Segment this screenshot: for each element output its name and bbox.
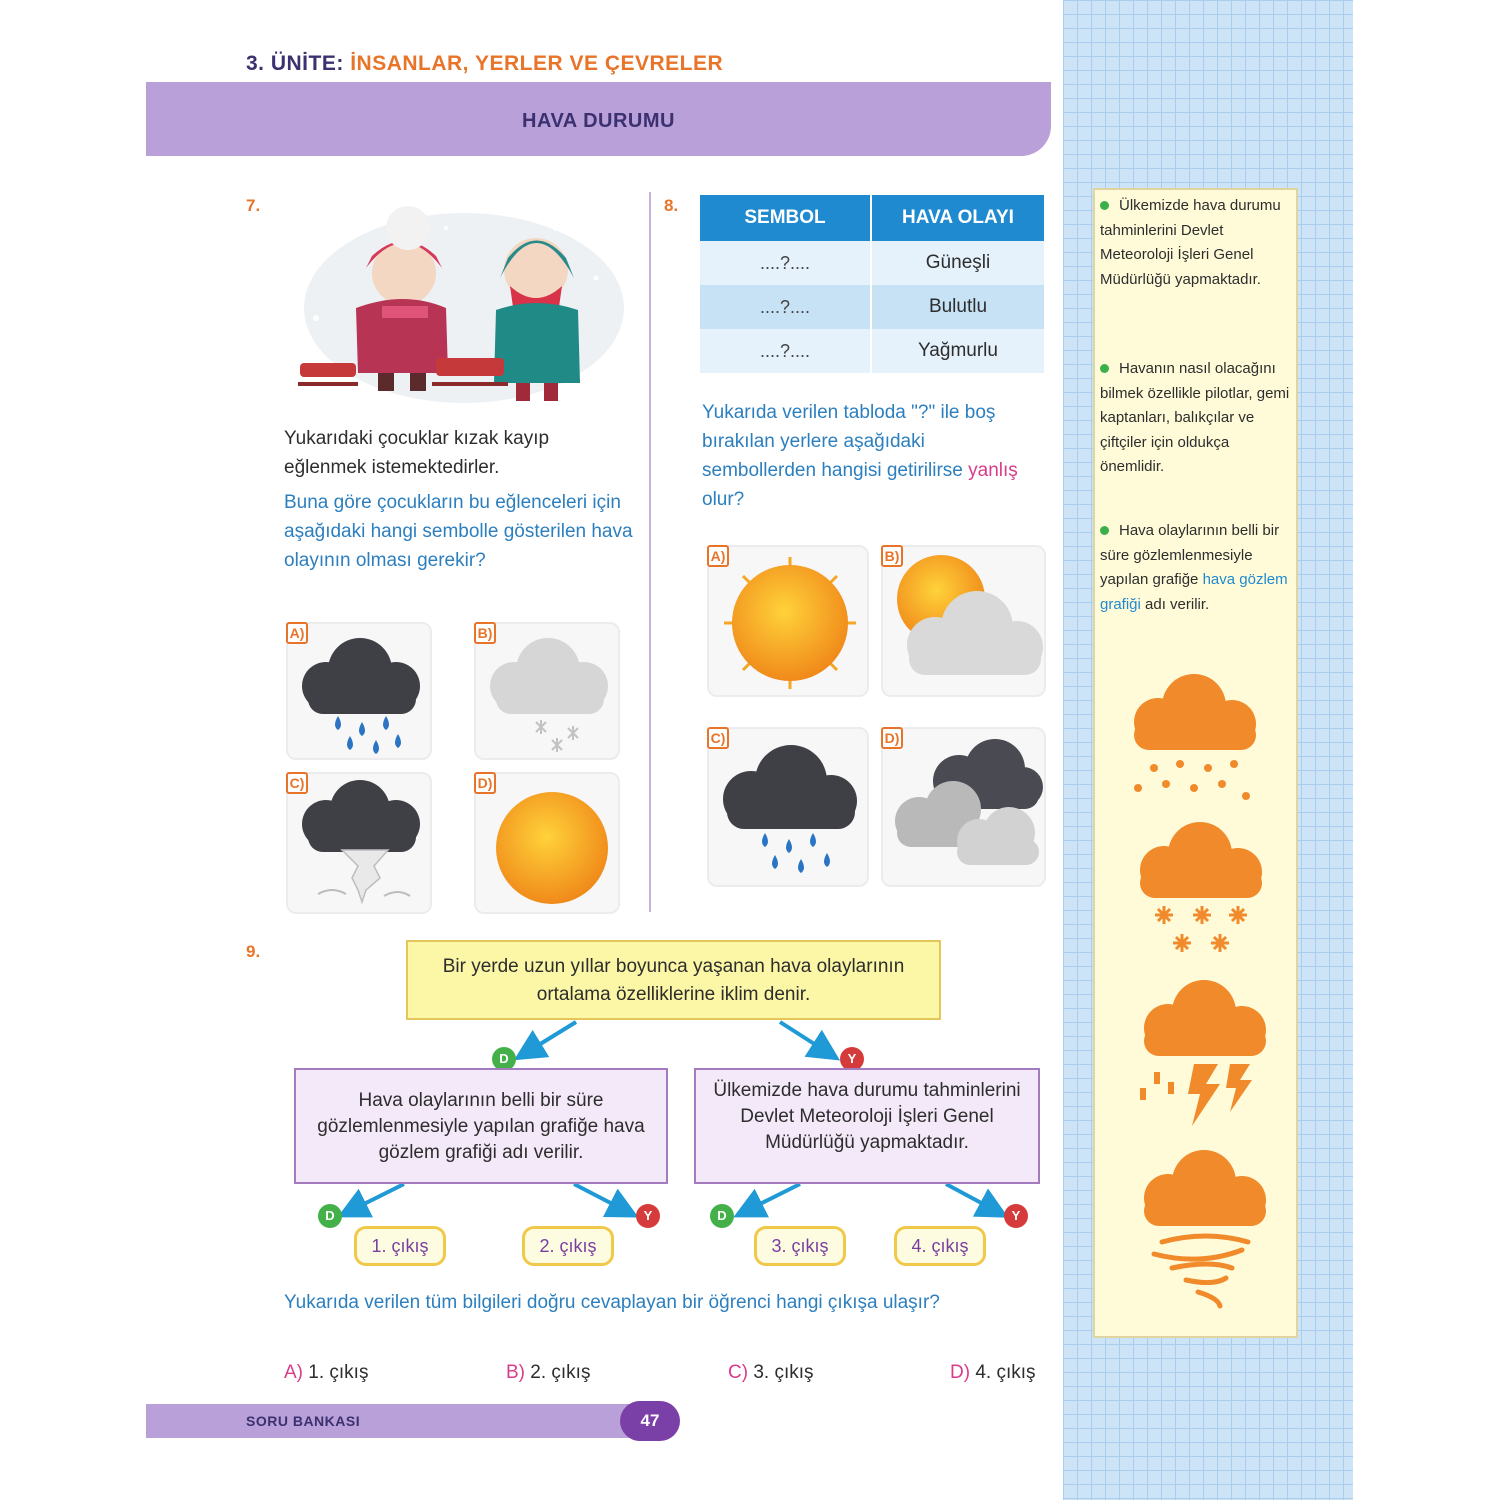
bullet-icon bbox=[1100, 201, 1109, 210]
info-note-text: Ülkemizde hava durumu tahminlerini Devlet Meteoroloji İşleri Genel Müdürlüğü yapmaktadır. bbox=[1100, 197, 1281, 288]
flow-left-statement: Hava olaylarının belli bir süre gözlemlenmesiyle yapılan grafiğe hava gözlem grafiği adı verilir. bbox=[294, 1068, 668, 1184]
option-letter: D) bbox=[474, 772, 496, 794]
false-marker: Y bbox=[1004, 1204, 1028, 1228]
answer-text: 1. çıkış bbox=[308, 1362, 369, 1383]
unit-name: İNSANLAR, YERLER VE ÇEVRELER bbox=[350, 52, 724, 75]
answer-text: 4. çıkış bbox=[975, 1362, 1036, 1383]
snow-cloud-icon bbox=[1130, 822, 1270, 962]
answer-option-c[interactable] bbox=[728, 1362, 814, 1384]
info-note-text: adı verilir. bbox=[1145, 595, 1210, 613]
table-cell-event: Bulutlu bbox=[872, 285, 1044, 329]
tornado-cloud-icon bbox=[1134, 1150, 1274, 1310]
answer-letter: A) bbox=[284, 1362, 303, 1383]
option-letter: B) bbox=[474, 622, 496, 644]
footer-band bbox=[146, 1404, 666, 1438]
option-letter: C) bbox=[707, 727, 729, 749]
exit-2: 2. çıkış bbox=[522, 1226, 614, 1266]
unit-number: 3. ÜNİTE: bbox=[246, 52, 344, 75]
topic-title: HAVA DURUMU bbox=[522, 110, 675, 132]
table-cell-symbol: ....?.... bbox=[700, 241, 872, 285]
hail-cloud-icon bbox=[1124, 672, 1264, 808]
exit-4: 4. çıkış bbox=[894, 1226, 986, 1266]
info-note-1 bbox=[1100, 194, 1290, 292]
question-8-negative-word: yanlış bbox=[968, 460, 1018, 481]
info-note-3 bbox=[1100, 519, 1290, 617]
question-9-number: 9. bbox=[246, 942, 261, 961]
exit-3: 3. çıkış bbox=[754, 1226, 846, 1266]
option-letter: D) bbox=[881, 727, 903, 749]
true-marker: D bbox=[318, 1204, 342, 1228]
false-marker: Y bbox=[636, 1204, 660, 1228]
footer-label: SORU BANKASI bbox=[246, 1413, 361, 1429]
flow-top-statement: Bir yerde uzun yıllar boyunca yaşanan hava olaylarının ortalama özelliklerine iklim denir. bbox=[406, 940, 941, 1020]
answer-option-b[interactable] bbox=[506, 1362, 590, 1384]
info-note-highlight: hava gözlem grafiği bbox=[1100, 571, 1288, 613]
info-note-text: Hava olaylarının belli bir süre gözlemlenmesiyle yapılan grafiğe bbox=[1100, 522, 1280, 588]
true-marker: D bbox=[492, 1047, 516, 1071]
option-letter: A) bbox=[707, 545, 729, 567]
answer-option-a[interactable] bbox=[284, 1362, 368, 1384]
true-marker: D bbox=[710, 1204, 734, 1228]
option-letter: B) bbox=[881, 545, 903, 567]
page-number: 47 bbox=[620, 1401, 680, 1441]
question-8-number: 8. bbox=[664, 196, 679, 215]
option-letter: A) bbox=[286, 622, 308, 644]
storm-cloud-icon bbox=[1134, 980, 1274, 1130]
question-9-prompt: Yukarıda verilen tüm bilgileri doğru cevaplayan bir öğrenci hangi çıkışa ulaşır? bbox=[284, 1292, 940, 1313]
bullet-icon bbox=[1100, 526, 1109, 535]
table-cell-symbol: ....?.... bbox=[700, 285, 872, 329]
table-cell-event: Yağmurlu bbox=[872, 329, 1044, 373]
false-marker: Y bbox=[840, 1047, 864, 1071]
info-note-text: Havanın nasıl olacağını bilmek özellikle pilotlar, gemi kaptanları, balıkçılar ve çiftçiler için oldukça önemlidir. bbox=[1100, 360, 1290, 475]
question-7-prompt: Buna göre çocukların bu eğlenceleri için aşağıdaki hangi sembolle gösterilen hava olayının olması gerekir? bbox=[284, 492, 633, 571]
answer-letter: D) bbox=[950, 1362, 971, 1383]
question-7-number: 7. bbox=[246, 196, 261, 215]
answer-letter: B) bbox=[506, 1362, 525, 1383]
question-7-text: Yukarıdaki çocuklar kızak kayıp eğlenmek istemektedirler. bbox=[284, 428, 550, 478]
question-8-prompt-main: Yukarıda verilen tabloda "?" ile boş bırakılan yerlere aşağıdaki sembollerden hangisi getirilirse bbox=[702, 402, 996, 481]
answer-text: 3. çıkış bbox=[753, 1362, 814, 1383]
exit-1: 1. çıkış bbox=[354, 1226, 446, 1266]
table-cell-symbol: ....?.... bbox=[700, 329, 872, 373]
answer-text: 2. çıkış bbox=[530, 1362, 591, 1383]
table-header-symbol: SEMBOL bbox=[700, 195, 872, 241]
option-letter: C) bbox=[286, 772, 308, 794]
question-8-prompt-end: olur? bbox=[702, 489, 745, 510]
answer-letter: C) bbox=[728, 1362, 749, 1383]
table-cell-event: Güneşli bbox=[872, 241, 1044, 285]
answer-option-d[interactable] bbox=[950, 1362, 1036, 1384]
info-note-2 bbox=[1100, 357, 1290, 480]
flow-right-statement: Ülkemizde hava durumu tahminlerini Devlet Meteoroloji İşleri Genel Müdürlüğü yapmaktadır. bbox=[694, 1068, 1040, 1184]
table-header-event: HAVA OLAYI bbox=[872, 195, 1044, 241]
bullet-icon bbox=[1100, 364, 1109, 373]
